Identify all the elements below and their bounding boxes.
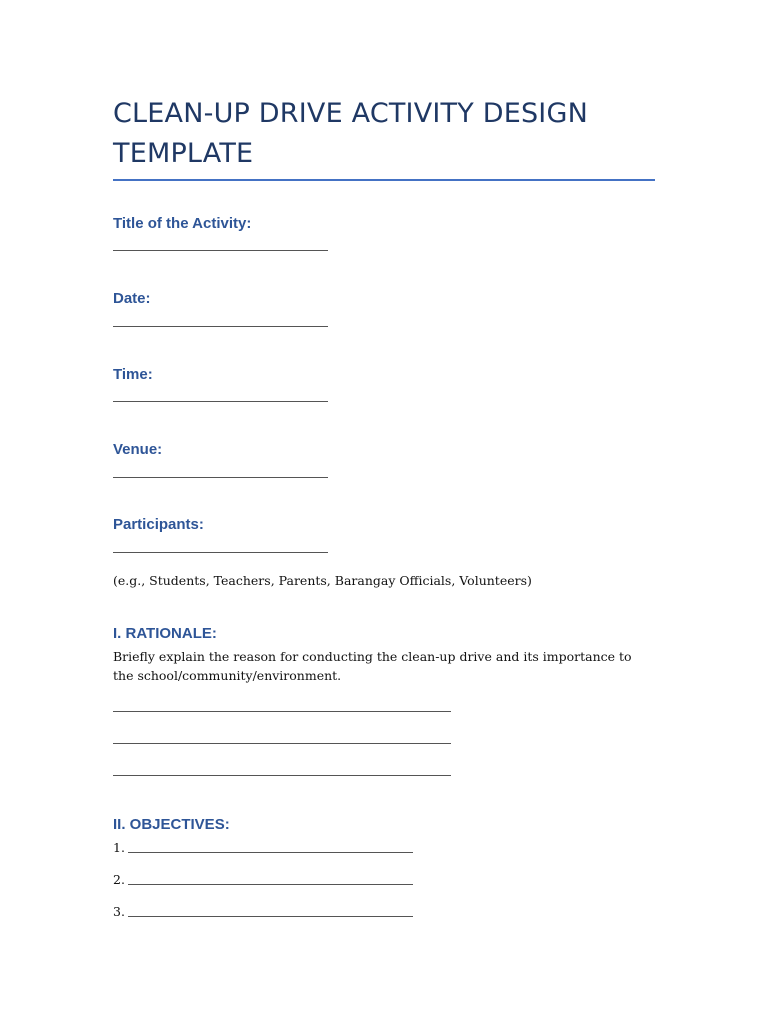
title-underline <box>113 179 655 181</box>
blank-venue[interactable] <box>113 477 328 478</box>
objective-item <box>113 872 413 888</box>
objective-blank[interactable] <box>128 852 413 853</box>
objective-number: 3. <box>113 904 125 919</box>
section-heading-rationale: I. RATIONALE: <box>113 625 217 642</box>
objective-number: 1. <box>113 840 125 855</box>
blank-time[interactable] <box>113 401 328 402</box>
participants-hint: (e.g., Students, Teachers, Parents, Barangay Officials, Volunteers) <box>113 573 532 588</box>
rationale-blank-line[interactable] <box>113 775 451 776</box>
blank-title-of-activity[interactable] <box>113 250 328 251</box>
objective-number: 2. <box>113 872 125 887</box>
field-label-time: Time: <box>113 366 153 383</box>
objective-item <box>113 840 413 856</box>
field-label-venue: Venue: <box>113 441 163 458</box>
rationale-blank-line[interactable] <box>113 711 451 712</box>
objective-blank[interactable] <box>128 916 413 917</box>
field-label-title-of-activity: Title of the Activity: <box>113 215 252 232</box>
rationale-blank-line[interactable] <box>113 743 451 744</box>
blank-participants[interactable] <box>113 552 328 553</box>
blank-date[interactable] <box>113 326 328 327</box>
rationale-description: Briefly explain the reason for conducting the clean-up drive and its importance to the school/community/environment. <box>113 649 632 683</box>
document-title: CLEAN-UP DRIVE ACTIVITY DESIGN TEMPLATE <box>113 98 588 169</box>
field-label-participants: Participants: <box>113 516 204 533</box>
section-heading-objectives: II. OBJECTIVES: <box>113 816 230 833</box>
objective-item <box>113 904 413 920</box>
objective-blank[interactable] <box>128 884 413 885</box>
field-label-date: Date: <box>113 290 151 307</box>
